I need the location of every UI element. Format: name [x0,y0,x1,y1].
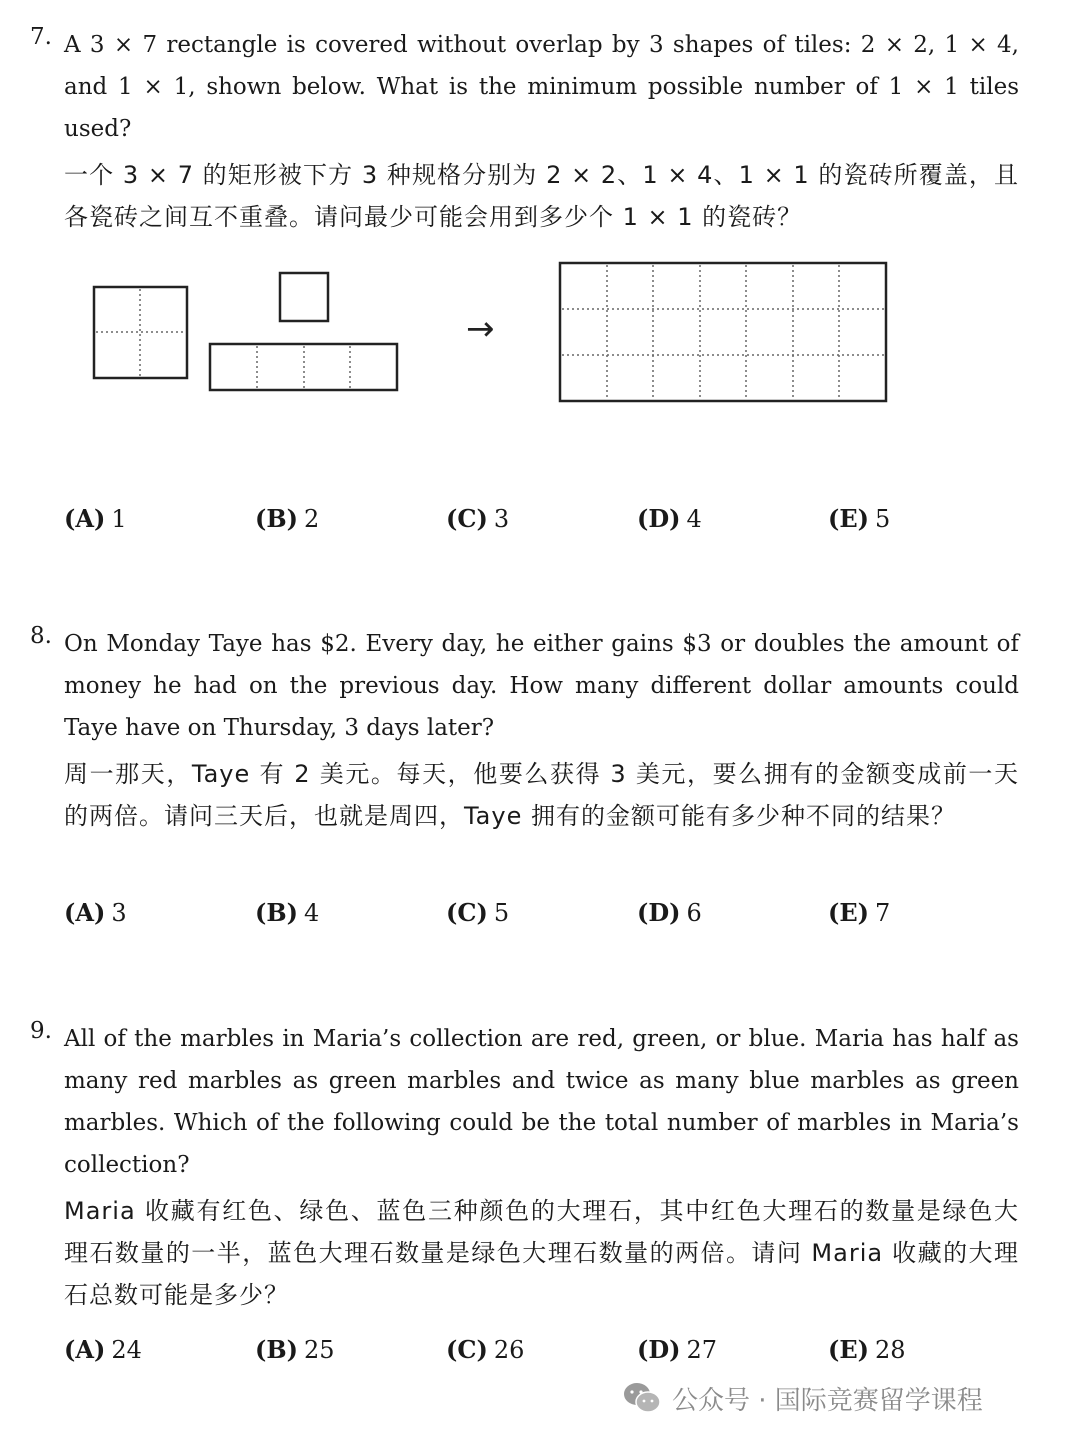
answer-choices-7 [64,504,1024,544]
tile-1x1 [280,273,328,321]
choice-c[interactable]: (C) 26 [446,1335,525,1364]
problem-text [64,623,1019,837]
choice-d[interactable]: (D) 27 [637,1335,718,1364]
rectangle-3x7 [560,263,886,401]
problem-text-cn: 一个 3 × 7 的矩形被下方 3 种规格分别为 2 × 2、1 × 4、1 × 1 的瓷砖所覆盖，且各瓷砖之间互不重叠。请问最少可能会用到多少个 1 × 1 的瓷砖？ [64,161,1019,231]
answer-choices-9 [64,1335,1024,1375]
watermark-text: 公众号 · 国际竞赛留学课程 [672,1385,983,1416]
choice-e[interactable]: (E) 5 [828,504,891,533]
choice-b[interactable]: (B) 25 [255,1335,335,1364]
arrow-icon: → [466,309,495,349]
wechat-icon [622,1381,662,1415]
problem-text [64,24,1019,238]
choice-b[interactable]: (B) 2 [255,504,320,533]
choice-c[interactable]: (C) 5 [446,898,510,927]
choice-a[interactable]: (A) 24 [64,1335,142,1364]
answer-choices-8 [64,898,1024,938]
problem-text-cn: Maria 收藏有红色、绿色、蓝色三种颜色的大理石，其中红色大理石的数量是绿色大理石数量的一半，蓝色大理石数量是绿色大理石数量的两倍。请问 Maria 收藏的大理石总数可能是多少？ [64,1197,1019,1309]
problem-text [64,1018,1019,1316]
tiles-figure [0,240,1080,420]
problem-text-cn: 周一那天，Taye 有 2 美元。每天，他要么获得 3 美元，要么拥有的金额变成前一天的两倍。请问三天后，也就是周四，Taye 拥有的金额可能有多少种不同的结果？ [64,760,1019,830]
problem-text-en: All of the marbles in Maria’s collection are red, green, or blue. Maria has half as many red marbles as green marbles and twice as many blue marbles as green marbles. Which of the following could be the total number of marbles in Maria’s collection? [64,1026,1019,1178]
choice-e[interactable]: (E) 7 [828,898,891,927]
choice-a[interactable]: (A) 3 [64,898,127,927]
choice-d[interactable]: (D) 4 [637,504,702,533]
choice-c[interactable]: (C) 3 [446,504,510,533]
watermark [622,1378,983,1418]
problem-number: 7. [30,24,52,50]
choice-e[interactable]: (E) 28 [828,1335,906,1364]
problem-text-en: On Monday Taye has $2. Every day, he either gains $3 or doubles the amount of money he had on the previous day. How many different dollar amounts could Taye have on Thursday, 3 days later? [64,631,1019,741]
problem-number: 8. [30,623,52,649]
problem-text-en: A 3 × 7 rectangle is covered without overlap by 3 shapes of tiles: 2 × 2, 1 × 4, and 1 × 1, shown below. What is the minimum possible number of 1 × 1 tiles used? [64,32,1019,142]
choice-d[interactable]: (D) 6 [637,898,702,927]
choice-b[interactable]: (B) 4 [255,898,320,927]
choice-a[interactable]: (A) 1 [64,504,127,533]
problem-number: 9. [30,1018,52,1044]
